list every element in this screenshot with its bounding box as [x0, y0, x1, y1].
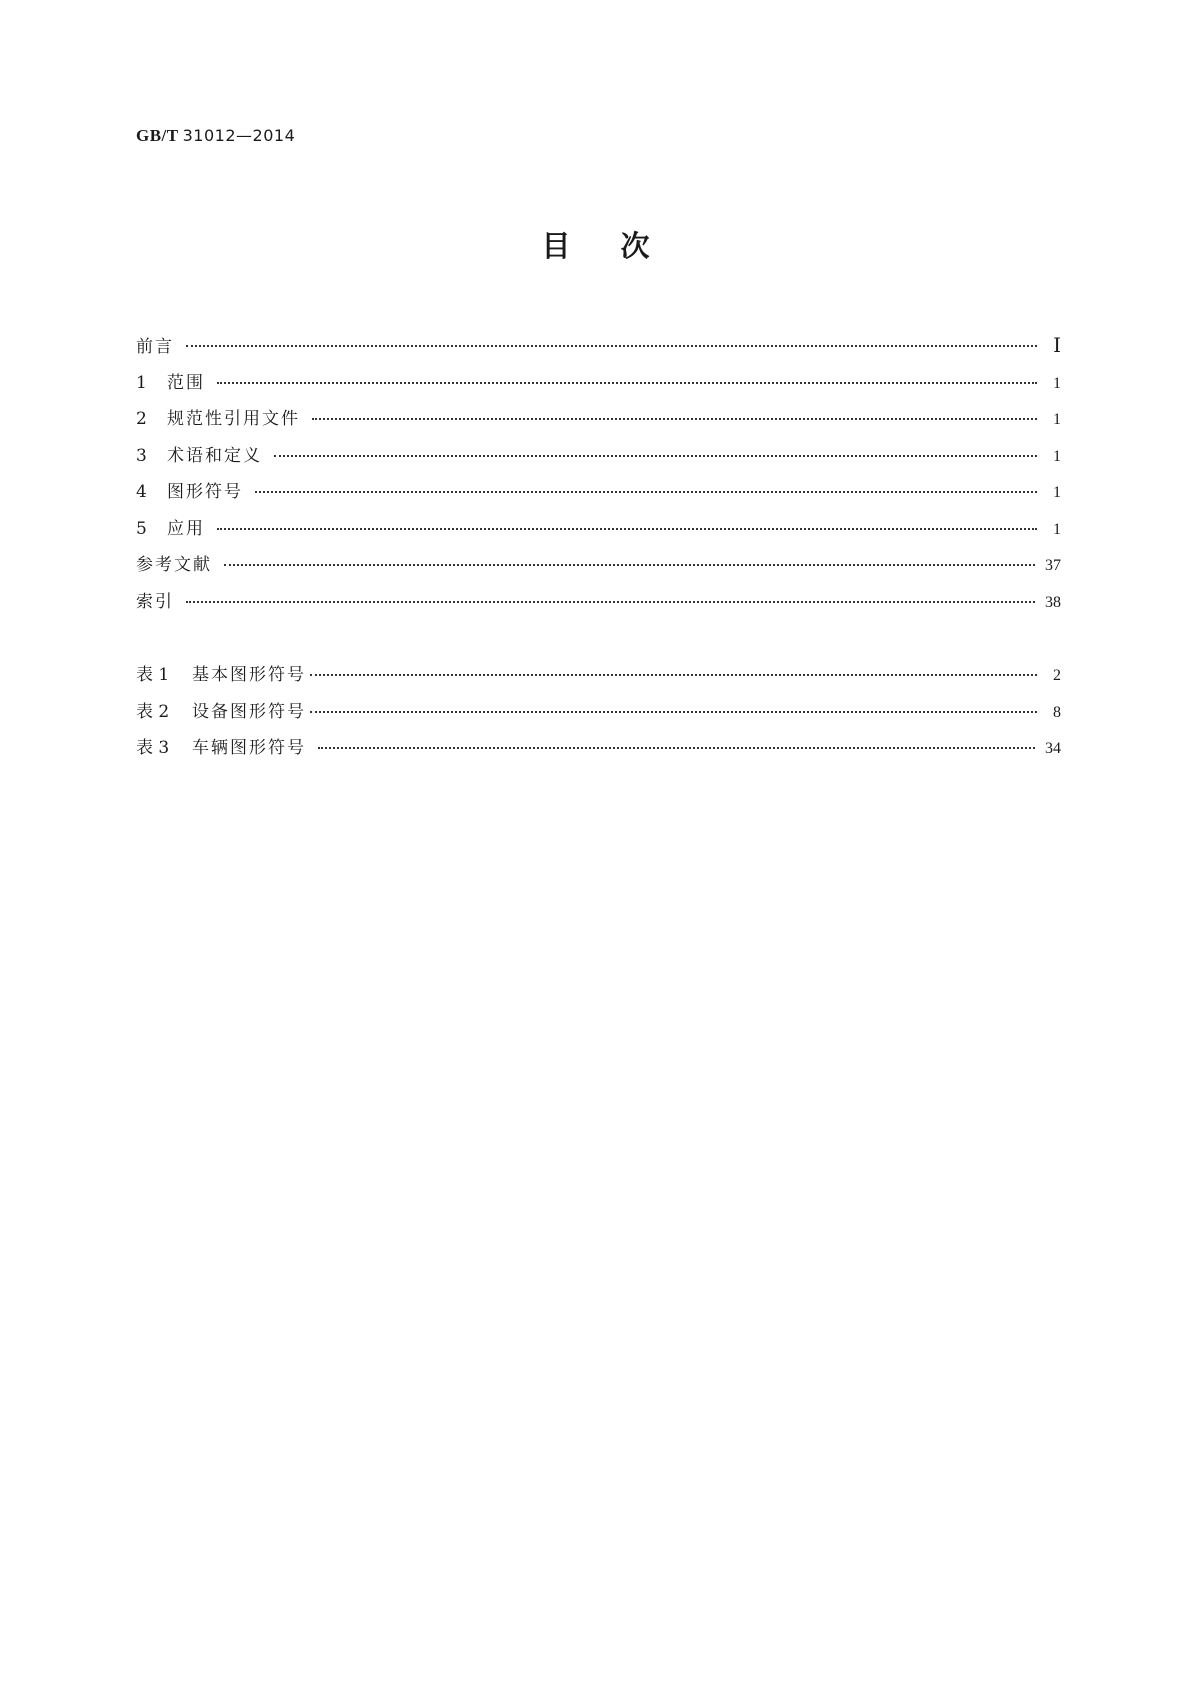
toc-entry-foreword[interactable]	[136, 328, 1061, 365]
toc-entry-terms-definitions[interactable]	[136, 438, 1061, 475]
toc-section-number: 2	[136, 409, 147, 429]
toc-section-number: 1	[136, 372, 147, 393]
toc-entry-bibliography[interactable]	[136, 547, 1061, 584]
table-label: 基本图形符号	[192, 665, 306, 685]
toc-page-number: 37	[1045, 557, 1061, 574]
toc-label: 图形符号	[167, 482, 243, 502]
toc-entry-graphical-symbols[interactable]	[136, 474, 1061, 511]
standard-number: 31012—2014	[182, 126, 296, 145]
toc-label: 规范性引用文件	[167, 409, 300, 429]
table-of-contents	[136, 328, 1061, 620]
dot-leader	[312, 418, 1037, 420]
list-of-tables	[136, 657, 1061, 767]
dot-leader	[310, 674, 1037, 676]
toc-entry-index[interactable]	[136, 584, 1061, 621]
toc-page-number: 1	[1053, 447, 1061, 465]
toc-section-number: 5	[136, 518, 147, 539]
toc-entry-normative-references[interactable]	[136, 401, 1061, 438]
table-page-number: 8	[1053, 703, 1061, 721]
toc-entry-application[interactable]	[136, 511, 1061, 548]
dot-leader	[217, 382, 1037, 384]
table-label: 设备图形符号	[192, 701, 306, 722]
toc-label: 索引	[136, 591, 174, 612]
toc-page-number: 1	[1053, 411, 1061, 428]
table-entry-3[interactable]	[136, 730, 1061, 767]
toc-page-number: 1	[1053, 520, 1061, 538]
table-page-number: 2	[1053, 667, 1061, 684]
page-title: 目次	[541, 229, 700, 263]
dot-leader	[310, 711, 1037, 713]
table-page-number: 34	[1045, 740, 1061, 757]
table-number: 表 1	[136, 665, 170, 685]
toc-page-number: 1	[1053, 484, 1061, 501]
table-number: 表 2	[136, 701, 170, 722]
toc-page-number: 1	[1053, 374, 1061, 392]
toc-label: 术语和定义	[167, 445, 262, 466]
dot-leader	[217, 528, 1037, 530]
toc-section-number: 4	[136, 482, 147, 502]
dot-leader	[318, 747, 1035, 749]
table-entry-1[interactable]	[136, 657, 1061, 694]
dot-leader	[186, 345, 1037, 347]
dot-leader	[255, 491, 1037, 493]
toc-label: 范围	[167, 372, 205, 393]
dot-leader	[224, 564, 1035, 566]
toc-entry-scope[interactable]	[136, 365, 1061, 402]
table-label: 车辆图形符号	[192, 738, 306, 758]
standard-prefix: GB/T	[136, 126, 179, 145]
standard-code	[136, 126, 295, 146]
dot-leader	[274, 455, 1037, 457]
toc-label: 应用	[167, 518, 205, 539]
toc-page-number: Ⅰ	[1053, 335, 1061, 357]
toc-page-number: 38	[1045, 593, 1061, 611]
toc-label: 参考文献	[136, 555, 212, 575]
table-entry-2[interactable]	[136, 694, 1061, 731]
table-number: 表 3	[136, 738, 170, 758]
dot-leader	[186, 601, 1035, 603]
toc-label: 前言	[136, 337, 174, 357]
toc-section-number: 3	[136, 445, 147, 466]
